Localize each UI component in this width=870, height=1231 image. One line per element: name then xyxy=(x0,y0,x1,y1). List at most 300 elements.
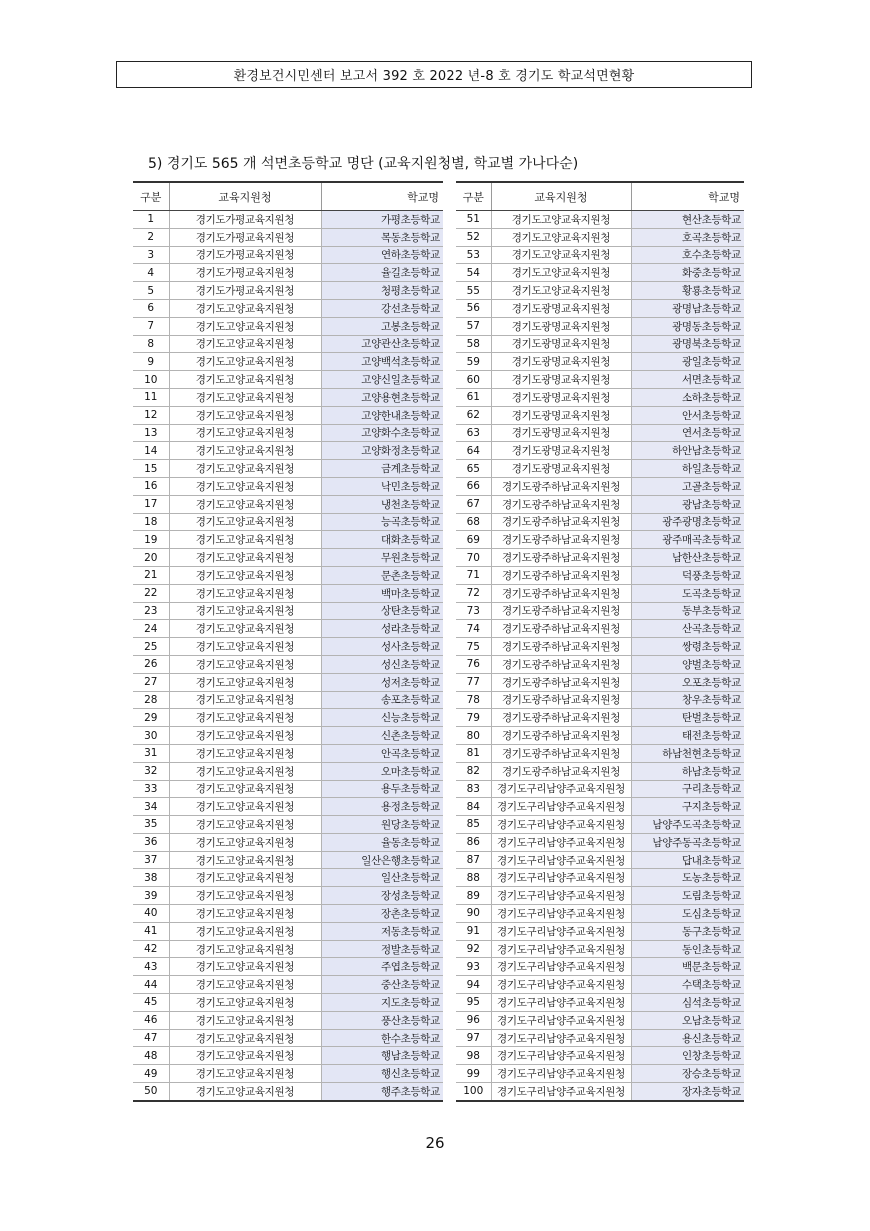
row-office: 경기도고양교육지원청 xyxy=(169,1047,321,1065)
row-school-name: 가평초등학교 xyxy=(321,211,443,229)
row-office: 경기도고양교육지원청 xyxy=(169,958,321,976)
table-row xyxy=(456,1029,744,1047)
row-school-name: 고골초등학교 xyxy=(631,477,744,495)
table-row xyxy=(456,744,744,762)
column-header-school: 학교명 xyxy=(321,182,443,211)
row-school-name: 고봉초등학교 xyxy=(321,317,443,335)
table-row xyxy=(133,211,443,229)
row-school-name: 도곡초등학교 xyxy=(631,584,744,602)
row-school-name: 문촌초등학교 xyxy=(321,566,443,584)
table-row xyxy=(456,388,744,406)
row-office: 경기도광주하남교육지원청 xyxy=(491,477,631,495)
table-row xyxy=(133,709,443,727)
row-number: 50 xyxy=(133,1083,169,1101)
row-school-name: 화중초등학교 xyxy=(631,264,744,282)
row-office: 경기도고양교육지원청 xyxy=(169,620,321,638)
row-school-name: 고양한내초등학교 xyxy=(321,406,443,424)
table-row xyxy=(133,655,443,673)
row-number: 74 xyxy=(456,620,491,638)
row-school-name: 서면초등학교 xyxy=(631,371,744,389)
row-school-name: 행남초등학교 xyxy=(321,1047,443,1065)
table-row xyxy=(456,1047,744,1065)
row-school-name: 중산초등학교 xyxy=(321,976,443,994)
table-row xyxy=(133,371,443,389)
row-office: 경기도구리남양주교육지원청 xyxy=(491,1011,631,1029)
table-row xyxy=(133,299,443,317)
page-number: 26 xyxy=(425,1134,445,1152)
row-school-name: 목동초등학교 xyxy=(321,228,443,246)
row-school-name: 한수초등학교 xyxy=(321,1029,443,1047)
row-school-name: 일산초등학교 xyxy=(321,869,443,887)
row-school-name: 정발초등학교 xyxy=(321,940,443,958)
row-office: 경기도광주하남교육지원청 xyxy=(491,495,631,513)
row-office: 경기도고양교육지원청 xyxy=(169,424,321,442)
table-row xyxy=(133,1065,443,1083)
row-number: 69 xyxy=(456,531,491,549)
row-number: 20 xyxy=(133,549,169,567)
table-row xyxy=(456,994,744,1012)
table-row xyxy=(133,388,443,406)
table-row xyxy=(133,531,443,549)
row-number: 86 xyxy=(456,833,491,851)
row-school-name: 동부초등학교 xyxy=(631,602,744,620)
table-row xyxy=(456,833,744,851)
table-row xyxy=(456,905,744,923)
row-office: 경기도고양교육지원청 xyxy=(491,282,631,300)
row-office: 경기도광명교육지원청 xyxy=(491,317,631,335)
row-office: 경기도고양교육지원청 xyxy=(169,442,321,460)
row-office: 경기도구리남양주교육지원청 xyxy=(491,958,631,976)
row-number: 83 xyxy=(456,780,491,798)
table-row xyxy=(456,495,744,513)
row-office: 경기도구리남양주교육지원청 xyxy=(491,994,631,1012)
row-office: 경기도고양교육지원청 xyxy=(169,566,321,584)
row-office: 경기도광주하남교육지원청 xyxy=(491,513,631,531)
table-header-row xyxy=(456,182,744,211)
row-number: 13 xyxy=(133,424,169,442)
row-school-name: 용두초등학교 xyxy=(321,780,443,798)
table-row xyxy=(456,638,744,656)
row-office: 경기도광명교육지원청 xyxy=(491,335,631,353)
row-school-name: 장성초등학교 xyxy=(321,887,443,905)
row-office: 경기도고양교육지원청 xyxy=(169,513,321,531)
row-number: 30 xyxy=(133,727,169,745)
row-school-name: 주엽초등학교 xyxy=(321,958,443,976)
row-office: 경기도광명교육지원청 xyxy=(491,371,631,389)
table-row xyxy=(456,851,744,869)
table-row xyxy=(133,246,443,264)
row-office: 경기도고양교육지원청 xyxy=(169,869,321,887)
row-number: 38 xyxy=(133,869,169,887)
row-school-name: 광주매곡초등학교 xyxy=(631,531,744,549)
row-school-name: 고양용현초등학교 xyxy=(321,388,443,406)
table-row xyxy=(133,424,443,442)
row-office: 경기도광주하남교육지원청 xyxy=(491,638,631,656)
row-school-name: 낙민초등학교 xyxy=(321,477,443,495)
table-row xyxy=(133,744,443,762)
row-school-name: 호곡초등학교 xyxy=(631,228,744,246)
row-office: 경기도고양교육지원청 xyxy=(169,1011,321,1029)
row-school-name: 용신초등학교 xyxy=(631,1029,744,1047)
table-row xyxy=(456,1083,744,1101)
row-school-name: 성사초등학교 xyxy=(321,638,443,656)
row-school-name: 광명남초등학교 xyxy=(631,299,744,317)
row-number: 82 xyxy=(456,762,491,780)
row-school-name: 저동초등학교 xyxy=(321,922,443,940)
row-school-name: 율길초등학교 xyxy=(321,264,443,282)
row-school-name: 지도초등학교 xyxy=(321,994,443,1012)
table-row xyxy=(133,317,443,335)
row-office: 경기도고양교육지원청 xyxy=(169,460,321,478)
table-row xyxy=(133,994,443,1012)
row-school-name: 호수초등학교 xyxy=(631,246,744,264)
row-office: 경기도광명교육지원청 xyxy=(491,406,631,424)
table-row xyxy=(456,566,744,584)
row-number: 94 xyxy=(456,976,491,994)
table-row xyxy=(456,442,744,460)
row-office: 경기도광주하남교육지원청 xyxy=(491,691,631,709)
table-header-row xyxy=(133,182,443,211)
row-office: 경기도광주하남교육지원청 xyxy=(491,727,631,745)
row-number: 68 xyxy=(456,513,491,531)
row-school-name: 동구초등학교 xyxy=(631,922,744,940)
row-office: 경기도고양교육지원청 xyxy=(169,477,321,495)
table-row xyxy=(133,798,443,816)
row-school-name: 인창초등학교 xyxy=(631,1047,744,1065)
row-office: 경기도구리남양주교육지원청 xyxy=(491,798,631,816)
table-row xyxy=(133,1029,443,1047)
row-office: 경기도고양교육지원청 xyxy=(169,549,321,567)
row-number: 36 xyxy=(133,833,169,851)
row-school-name: 남한산초등학교 xyxy=(631,549,744,567)
row-office: 경기도광명교육지원청 xyxy=(491,424,631,442)
row-school-name: 쌍령초등학교 xyxy=(631,638,744,656)
table-row xyxy=(133,673,443,691)
row-school-name: 연서초등학교 xyxy=(631,424,744,442)
row-school-name: 구리초등학교 xyxy=(631,780,744,798)
table-row xyxy=(456,798,744,816)
row-school-name: 용정초등학교 xyxy=(321,798,443,816)
row-school-name: 도심초등학교 xyxy=(631,905,744,923)
row-office: 경기도가평교육지원청 xyxy=(169,264,321,282)
row-number: 70 xyxy=(456,549,491,567)
row-office: 경기도고양교육지원청 xyxy=(169,833,321,851)
row-number: 28 xyxy=(133,691,169,709)
row-number: 37 xyxy=(133,851,169,869)
row-number: 65 xyxy=(456,460,491,478)
table-row xyxy=(133,406,443,424)
row-school-name: 행주초등학교 xyxy=(321,1083,443,1101)
school-table-right xyxy=(456,181,744,1102)
table-row xyxy=(133,691,443,709)
row-number: 21 xyxy=(133,566,169,584)
table-row xyxy=(456,477,744,495)
row-number: 17 xyxy=(133,495,169,513)
school-table-left xyxy=(133,181,443,1102)
row-office: 경기도고양교육지원청 xyxy=(169,940,321,958)
row-school-name: 심석초등학교 xyxy=(631,994,744,1012)
row-office: 경기도고양교육지원청 xyxy=(169,335,321,353)
table-row xyxy=(133,727,443,745)
row-office: 경기도광주하남교육지원청 xyxy=(491,762,631,780)
row-number: 88 xyxy=(456,869,491,887)
row-number: 33 xyxy=(133,780,169,798)
table-row xyxy=(456,406,744,424)
row-office: 경기도구리남양주교육지원청 xyxy=(491,1029,631,1047)
row-office: 경기도구리남양주교육지원청 xyxy=(491,869,631,887)
row-office: 경기도고양교육지원청 xyxy=(169,816,321,834)
row-number: 85 xyxy=(456,816,491,834)
row-number: 7 xyxy=(133,317,169,335)
row-school-name: 수택초등학교 xyxy=(631,976,744,994)
row-school-name: 장촌초등학교 xyxy=(321,905,443,923)
row-office: 경기도광명교육지원청 xyxy=(491,353,631,371)
row-school-name: 구지초등학교 xyxy=(631,798,744,816)
row-office: 경기도구리남양주교육지원청 xyxy=(491,1083,631,1101)
row-office: 경기도구리남양주교육지원청 xyxy=(491,780,631,798)
row-school-name: 대화초등학교 xyxy=(321,531,443,549)
row-office: 경기도구리남양주교육지원청 xyxy=(491,887,631,905)
row-number: 16 xyxy=(133,477,169,495)
row-school-name: 광주광명초등학교 xyxy=(631,513,744,531)
table-row xyxy=(456,1011,744,1029)
row-office: 경기도고양교육지원청 xyxy=(169,780,321,798)
table-row xyxy=(456,922,744,940)
table-row xyxy=(456,620,744,638)
row-number: 2 xyxy=(133,228,169,246)
row-number: 54 xyxy=(456,264,491,282)
table-row xyxy=(456,424,744,442)
row-office: 경기도구리남양주교육지원청 xyxy=(491,922,631,940)
row-number: 44 xyxy=(133,976,169,994)
row-office: 경기도고양교육지원청 xyxy=(169,922,321,940)
row-number: 67 xyxy=(456,495,491,513)
row-school-name: 금계초등학교 xyxy=(321,460,443,478)
row-office: 경기도고양교육지원청 xyxy=(169,638,321,656)
row-number: 80 xyxy=(456,727,491,745)
table-row xyxy=(133,566,443,584)
row-office: 경기도고양교육지원청 xyxy=(169,727,321,745)
row-office: 경기도고양교육지원청 xyxy=(169,406,321,424)
row-school-name: 송포초등학교 xyxy=(321,691,443,709)
row-office: 경기도고양교육지원청 xyxy=(169,762,321,780)
row-office: 경기도광주하남교육지원청 xyxy=(491,709,631,727)
row-number: 58 xyxy=(456,335,491,353)
table-row xyxy=(456,353,744,371)
row-school-name: 고양신일초등학교 xyxy=(321,371,443,389)
row-number: 66 xyxy=(456,477,491,495)
row-number: 91 xyxy=(456,922,491,940)
table-row xyxy=(133,922,443,940)
report-header xyxy=(116,61,752,88)
row-number: 35 xyxy=(133,816,169,834)
section-title: 5) 경기도 565 개 석면초등학교 명단 (교육지원청별, 학교별 가나다순) xyxy=(148,156,579,172)
row-office: 경기도고양교육지원청 xyxy=(169,691,321,709)
row-school-name: 신능초등학교 xyxy=(321,709,443,727)
row-number: 43 xyxy=(133,958,169,976)
row-number: 79 xyxy=(456,709,491,727)
row-number: 14 xyxy=(133,442,169,460)
row-number: 40 xyxy=(133,905,169,923)
row-school-name: 성저초등학교 xyxy=(321,673,443,691)
table-row xyxy=(456,513,744,531)
row-office: 경기도고양교육지원청 xyxy=(169,709,321,727)
row-office: 경기도고양교육지원청 xyxy=(169,495,321,513)
table-row xyxy=(456,762,744,780)
row-school-name: 일산은행초등학교 xyxy=(321,851,443,869)
table-row xyxy=(456,1065,744,1083)
row-office: 경기도고양교육지원청 xyxy=(169,1083,321,1101)
row-number: 12 xyxy=(133,406,169,424)
table-row xyxy=(133,958,443,976)
row-number: 23 xyxy=(133,602,169,620)
row-office: 경기도구리남양주교육지원청 xyxy=(491,940,631,958)
table-row xyxy=(133,549,443,567)
row-office: 경기도광주하남교육지원청 xyxy=(491,673,631,691)
row-office: 경기도고양교육지원청 xyxy=(169,976,321,994)
row-number: 19 xyxy=(133,531,169,549)
column-header-no: 구분 xyxy=(456,182,491,211)
table-row xyxy=(456,549,744,567)
row-school-name: 연하초등학교 xyxy=(321,246,443,264)
row-number: 62 xyxy=(456,406,491,424)
row-number: 78 xyxy=(456,691,491,709)
table-row xyxy=(456,673,744,691)
table-row xyxy=(456,780,744,798)
row-school-name: 오남초등학교 xyxy=(631,1011,744,1029)
row-school-name: 하안남초등학교 xyxy=(631,442,744,460)
row-office: 경기도고양교육지원청 xyxy=(169,1065,321,1083)
row-number: 99 xyxy=(456,1065,491,1083)
row-number: 57 xyxy=(456,317,491,335)
row-school-name: 고양백석초등학교 xyxy=(321,353,443,371)
table-row xyxy=(133,228,443,246)
row-office: 경기도광명교육지원청 xyxy=(491,442,631,460)
row-school-name: 성라초등학교 xyxy=(321,620,443,638)
row-school-name: 고양화수초등학교 xyxy=(321,424,443,442)
row-number: 75 xyxy=(456,638,491,656)
row-office: 경기도고양교육지원청 xyxy=(169,531,321,549)
table-row xyxy=(456,335,744,353)
table-row xyxy=(133,851,443,869)
table-row xyxy=(133,460,443,478)
row-school-name: 행신초등학교 xyxy=(321,1065,443,1083)
row-office: 경기도고양교육지원청 xyxy=(169,1029,321,1047)
row-school-name: 오마초등학교 xyxy=(321,762,443,780)
row-office: 경기도광명교육지원청 xyxy=(491,388,631,406)
table-row xyxy=(456,264,744,282)
row-school-name: 능곡초등학교 xyxy=(321,513,443,531)
row-number: 87 xyxy=(456,851,491,869)
row-school-name: 소하초등학교 xyxy=(631,388,744,406)
row-number: 96 xyxy=(456,1011,491,1029)
table-row xyxy=(133,976,443,994)
table-row xyxy=(456,246,744,264)
table-row xyxy=(133,495,443,513)
column-header-no: 구분 xyxy=(133,182,169,211)
row-number: 60 xyxy=(456,371,491,389)
row-office: 경기도고양교육지원청 xyxy=(169,851,321,869)
row-number: 4 xyxy=(133,264,169,282)
table-row xyxy=(456,887,744,905)
row-office: 경기도고양교육지원청 xyxy=(169,317,321,335)
table-row xyxy=(133,620,443,638)
row-school-name: 장자초등학교 xyxy=(631,1083,744,1101)
row-number: 10 xyxy=(133,371,169,389)
row-number: 45 xyxy=(133,994,169,1012)
row-office: 경기도고양교육지원청 xyxy=(169,353,321,371)
table-row xyxy=(456,976,744,994)
row-number: 34 xyxy=(133,798,169,816)
row-school-name: 광남초등학교 xyxy=(631,495,744,513)
row-office: 경기도가평교육지원청 xyxy=(169,282,321,300)
row-office: 경기도구리남양주교육지원청 xyxy=(491,1047,631,1065)
table-row xyxy=(133,940,443,958)
row-office: 경기도가평교육지원청 xyxy=(169,246,321,264)
row-school-name: 동인초등학교 xyxy=(631,940,744,958)
table-row xyxy=(456,869,744,887)
row-number: 93 xyxy=(456,958,491,976)
row-school-name: 고양화정초등학교 xyxy=(321,442,443,460)
row-school-name: 안서초등학교 xyxy=(631,406,744,424)
column-header-school: 학교명 xyxy=(631,182,744,211)
row-number: 9 xyxy=(133,353,169,371)
table-row xyxy=(133,477,443,495)
table-row xyxy=(456,940,744,958)
row-school-name: 도림초등학교 xyxy=(631,887,744,905)
table-row xyxy=(133,602,443,620)
row-school-name: 남양주도곡초등학교 xyxy=(631,816,744,834)
row-number: 6 xyxy=(133,299,169,317)
row-number: 61 xyxy=(456,388,491,406)
row-office: 경기도구리남양주교육지원청 xyxy=(491,833,631,851)
row-number: 32 xyxy=(133,762,169,780)
table-row xyxy=(456,816,744,834)
row-number: 76 xyxy=(456,655,491,673)
row-school-name: 하남초등학교 xyxy=(631,762,744,780)
column-header-office: 교육지원청 xyxy=(169,182,321,211)
row-school-name: 창우초등학교 xyxy=(631,691,744,709)
table-row xyxy=(133,905,443,923)
row-school-name: 율동초등학교 xyxy=(321,833,443,851)
row-number: 39 xyxy=(133,887,169,905)
row-school-name: 신촌초등학교 xyxy=(321,727,443,745)
table-row xyxy=(133,833,443,851)
row-number: 73 xyxy=(456,602,491,620)
table-row xyxy=(456,655,744,673)
row-school-name: 현산초등학교 xyxy=(631,211,744,229)
table-row xyxy=(456,211,744,229)
row-school-name: 장승초등학교 xyxy=(631,1065,744,1083)
table-row xyxy=(133,1083,443,1101)
row-number: 27 xyxy=(133,673,169,691)
row-number: 24 xyxy=(133,620,169,638)
row-office: 경기도구리남양주교육지원청 xyxy=(491,1065,631,1083)
row-school-name: 안곡초등학교 xyxy=(321,744,443,762)
row-office: 경기도광주하남교육지원청 xyxy=(491,584,631,602)
column-header-office: 교육지원청 xyxy=(491,182,631,211)
row-number: 25 xyxy=(133,638,169,656)
row-number: 15 xyxy=(133,460,169,478)
row-school-name: 황룡초등학교 xyxy=(631,282,744,300)
row-office: 경기도구리남양주교육지원청 xyxy=(491,976,631,994)
table-row xyxy=(456,317,744,335)
row-office: 경기도고양교육지원청 xyxy=(169,388,321,406)
row-number: 89 xyxy=(456,887,491,905)
row-number: 42 xyxy=(133,940,169,958)
row-number: 63 xyxy=(456,424,491,442)
row-office: 경기도광명교육지원청 xyxy=(491,299,631,317)
